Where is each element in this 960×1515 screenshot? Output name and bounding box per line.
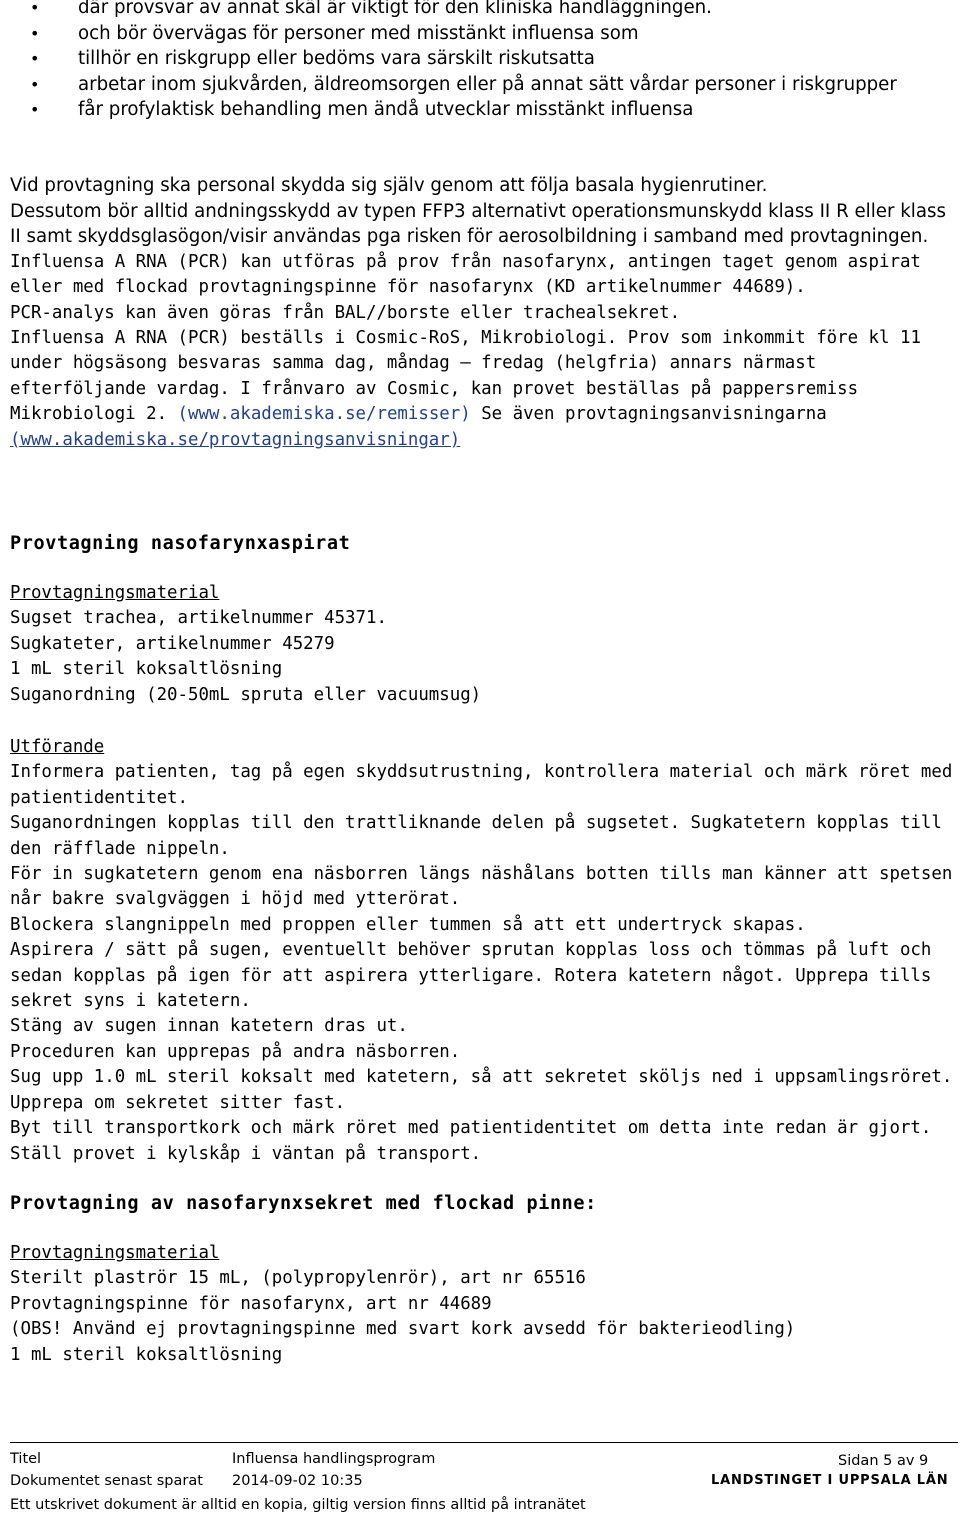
procedure-step: Byt till transportkork och märk röret med patientidentitet om detta inte redan är gjort. bbox=[10, 1118, 932, 1139]
remiss-link[interactable]: (www.akademiska.se/remisser) bbox=[177, 404, 471, 425]
procedure-title: Utförande bbox=[10, 737, 105, 757]
material-item: Sterilt plaströr 15 mL, (polypropylenrör), art nr 65516 bbox=[10, 1268, 586, 1289]
intro-section bbox=[10, 173, 955, 453]
footer-saved-label: Dokumentet senast sparat bbox=[10, 1473, 203, 1489]
material-item: 1 mL steril koksaltlösning bbox=[10, 1344, 283, 1365]
bullet-item: • och bör övervägas för personer med misstänkt influensa som bbox=[10, 21, 950, 47]
material-item: (OBS! Använd ej provtagningspinne med svart kork avsedd för bakterieodling) bbox=[10, 1319, 796, 1340]
anvisning-link[interactable]: (www.akademiska.se/provtagningsanvisningar) bbox=[10, 429, 461, 450]
material-item: Provtagningspinne för nasofarynx, art nr 44689 bbox=[10, 1293, 492, 1314]
flockad-material-section bbox=[10, 1241, 955, 1368]
aspirat-procedure-section bbox=[10, 735, 955, 1167]
procedure-step: Ställ provet i kylskåp i väntan på transport. bbox=[10, 1143, 482, 1164]
material-item: 1 mL steril koksaltlösning bbox=[10, 659, 283, 680]
procedure-step: Suganordningen kopplas till den trattliknande delen på sugsetet. Sugkatetern kopplas till den räfflade nippeln. bbox=[10, 813, 942, 859]
no-cosmic-text: I frånvaro av Cosmic, kan provet beställas på pappersremiss Mikrobiologi 2. bbox=[10, 378, 859, 425]
bullet-item: • tillhör en riskgrupp eller bedöms vara särskilt riskutsatta bbox=[10, 46, 950, 72]
bullet-item: • får profylaktisk behandling men ändå utvecklar misstänkt influensa bbox=[10, 97, 950, 123]
aspirat-material-section bbox=[10, 581, 955, 708]
material-item: Sugkateter, artikelnummer 45279 bbox=[10, 633, 335, 654]
procedure-step: Sug upp 1.0 mL steril koksalt med katetern, så att sekretet sköljs ned i uppsamlingsröret. Upprepa om sekretet sitter fast. bbox=[10, 1067, 953, 1113]
procedure-step: För in sugkatetern genom ena näsborren längs näshålans botten tills man känner att spetsen når bakre svalgväggen i höjd med ytterörat. bbox=[10, 864, 953, 910]
footer-saved-value: 2014-09-02 10:35 bbox=[232, 1473, 363, 1489]
footer-title-label: Titel bbox=[10, 1451, 42, 1467]
order-cosmic-text: Influensa A RNA (PCR) beställs i Cosmic-RoS, Mikrobiologi. bbox=[10, 328, 618, 348]
ppe-detail: Dessutom bör alltid andningsskydd av typen FFP3 alternativt operationsmunskydd klass II R eller klass II samt skyddsglasögon/visir användas pga risken för aerosolbildning i samband med provtagningen. bbox=[10, 200, 946, 248]
see-also-text: Se även provtagningsanvisningarna bbox=[481, 404, 827, 425]
cosmic-order-paragraph bbox=[10, 326, 955, 453]
procedure-step: Informera patienten, tag på egen skyddsutrustning, kontrollera material och märk röret med patientidentitet. bbox=[10, 762, 953, 808]
footer-title-value: Influensa handlingsprogram bbox=[232, 1451, 436, 1467]
material-title: Provtagningsmaterial bbox=[10, 1243, 220, 1263]
section-heading-flockad: Provtagning av nasofarynxsekret med flockad pinne: bbox=[10, 1193, 597, 1214]
ppe-sentence: Vid provtagning ska personal skydda sig själv genom att följa basala hygienrutiner. bbox=[10, 175, 768, 196]
footer-divider bbox=[10, 1442, 958, 1443]
procedure-step: Proceduren kan upprepas på andra näsborren. bbox=[10, 1041, 461, 1062]
season-answer-text: Prov som inkommit före kl 11 under högsäsong besvaras samma dag, måndag – fredag (helgfria) annars närmast efterföljande vardag. bbox=[10, 328, 921, 399]
footer-disclaimer: Ett utskrivet dokument är alltid en kopia, giltig version finns alltid på intranätet bbox=[10, 1497, 586, 1513]
footer-organization: LANDSTINGET I UPPSALA LÄN bbox=[711, 1473, 949, 1488]
influensa-pcr-text: Influensa A RNA (PCR) kan utföras på prov från nasofarynx, antingen taget genom aspirat eller med flockad provtagningspinne för nasofarynx (KD artikelnummer 44689). bbox=[10, 251, 921, 298]
procedure-step: Blockera slangnippeln med proppen eller tummen så att ett undertryck skapas. bbox=[10, 914, 806, 935]
procedure-step: Stäng av sugen innan katetern dras ut. bbox=[10, 1016, 408, 1037]
procedure-step: Aspirera / sätt på sugen, eventuellt behöver sprutan kopplas loss och tömmas på luft och sedan kopplas på igen för att aspirera ytterligare. Rotera katetern något. Upprepa tills sekret syns i katetern. bbox=[10, 940, 932, 1012]
bullet-item: • där provsvar av annat skäl är viktigt för den kliniska handläggningen. bbox=[10, 0, 950, 21]
material-title: Provtagningsmaterial bbox=[10, 583, 220, 603]
indication-bullet-list bbox=[10, 0, 950, 123]
section-heading-aspirat: Provtagning nasofarynxaspirat bbox=[10, 533, 351, 554]
material-item: Sugset trachea, artikelnummer 45371. bbox=[10, 608, 387, 629]
pcr-bal-text: PCR-analys kan även göras från BAL//borste eller trachealsekret. bbox=[10, 302, 681, 323]
material-item: Suganordning (20-50mL spruta eller vacuumsug) bbox=[10, 684, 482, 705]
bullet-item: • arbetar inom sjukvården, äldreomsorgen eller på annat sätt vårdar personer i riskgrupper bbox=[10, 72, 950, 98]
footer-page-number: Sidan 5 av 9 bbox=[838, 1453, 929, 1469]
